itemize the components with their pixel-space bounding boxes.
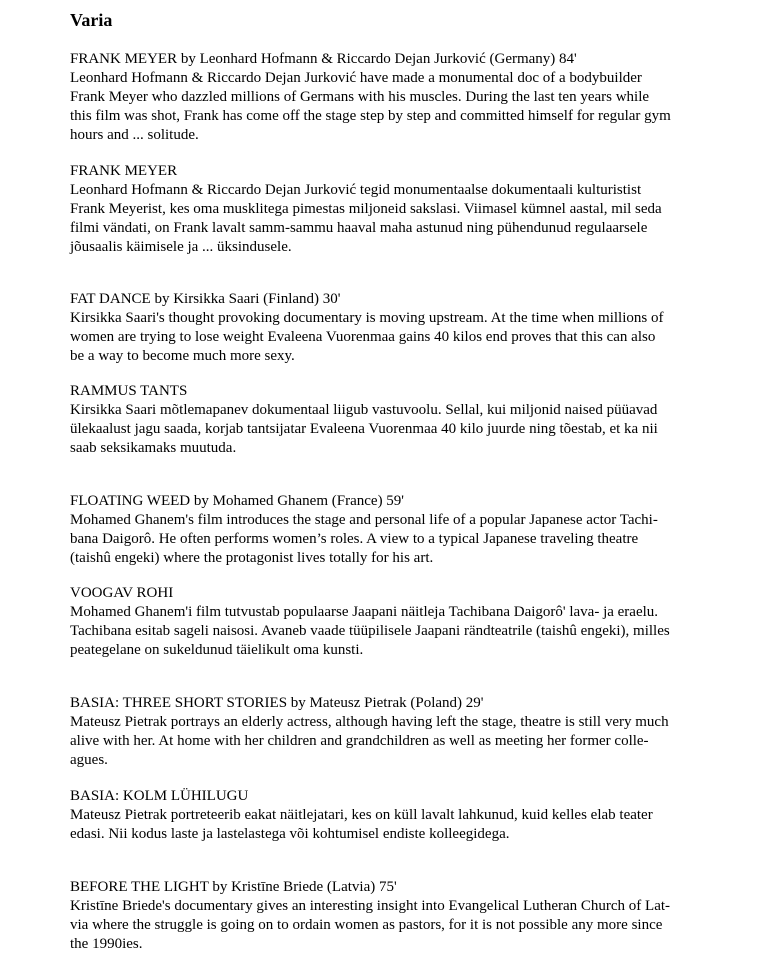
film-description-line: ülekaalust jagu saada, korjab tantsijatar Evaleena Vuorenmaa 40 kilo juurde ning tõestab, et ka nii (70, 421, 658, 437)
film-title: FRANK MEYER by Leonhard Hofmann & Riccardo Dejan Jurković (Germany) 84' (70, 51, 577, 67)
film-description-line: be a way to become much more sexy. (70, 348, 295, 364)
film-description-line: Tachibana esitab sageli naisosi. Avaneb vaade tüüpilisele Jaapani rändteatrile (taishû engeki), milles (70, 623, 670, 639)
film-title: BASIA: THREE SHORT STORIES by Mateusz Pietrak (Poland) 29' (70, 695, 484, 711)
film-description-line: women are trying to lose weight Evaleena Vuorenmaa gains 40 kilos end proves that this can also (70, 329, 656, 345)
film-description-line: (taishû engeki) where the protagonist lives totally for his art. (70, 550, 434, 566)
film-title: FLOATING WEED by Mohamed Ghanem (France) 59' (70, 493, 405, 509)
film-description-line: peategelane on sukeldunud täielikult oma kunsti. (70, 642, 364, 658)
section-heading: Varia (70, 10, 113, 30)
film-description-line: bana Daigorô. He often performs women’s roles. A view to a typical Japanese traveling theatre (70, 531, 639, 547)
film-description-line: this film was shot, Frank has come off the stage step by step and committed himself for regular gym (70, 108, 671, 124)
film-description-line: Mohamed Ghanem'i film tutvustab populaarse Jaapani näitleja Tachibana Daigorô' lava- ja eraelu. (70, 604, 659, 620)
film-description-line: Kirsikka Saari mõtlemapanev dokumentaal liigub vastuvoolu. Sellal, kui miljonid naised püüavad (70, 402, 658, 418)
film-description-line: via where the struggle is going on to ordain women as pastors, for it is not possible any more since (70, 917, 663, 933)
film-entry-basia-en (70, 694, 720, 770)
film-title: BEFORE THE LIGHT by Kristīne Briede (Latvia) 75' (70, 879, 397, 895)
film-description-line: Mateusz Pietrak portrays an elderly actress, although having left the stage, theatre is still very much (70, 714, 669, 730)
film-description-line: Frank Meyerist, kes oma musklitega pimestas miljoneid sakslasi. Viimasel kümnel aastal, mil seda (70, 201, 662, 217)
film-description-line: alive with her. At home with her children and grandchildren as well as meeting her former colle- (70, 733, 649, 749)
film-description-line: Mateusz Pietrak portreteerib eakat näitlejatari, kes on küll lavalt lahkunud, kuid kelles elab teater (70, 807, 653, 823)
film-entry-frank-meyer-et (70, 162, 720, 257)
film-title: RAMMUS TANTS (70, 383, 188, 399)
film-entry-frank-meyer-en (70, 50, 720, 145)
film-description-line: Leonhard Hofmann & Riccardo Dejan Jurković tegid monumentaalse dokumentaali kulturistist (70, 182, 642, 198)
film-title: BASIA: KOLM LÜHILUGU (70, 788, 249, 804)
film-description-line: filmi vändati, on Frank lavalt samm-sammu haaval maha astunud ning pühendunud regulaarsele (70, 220, 648, 236)
film-description-line: Kristīne Briede's documentary gives an interesting insight into Evangelical Lutheran Church of Lat- (70, 898, 671, 914)
film-title: FRANK MEYER (70, 163, 178, 179)
film-description-line: jõusaalis käimisele ja ... üksindusele. (70, 239, 292, 255)
film-entry-voogav-rohi-et (70, 584, 720, 660)
film-description-line: the 1990ies. (70, 936, 143, 952)
film-entry-before-the-light-en (70, 878, 720, 954)
film-entry-floating-weed-en (70, 492, 720, 568)
film-entry-basia-et (70, 787, 720, 844)
film-description-line: Mohamed Ghanem's film introduces the stage and personal life of a popular Japanese actor Tachi- (70, 512, 658, 528)
film-description-line: hours and ... solitude. (70, 127, 199, 143)
film-description-line: Frank Meyer who dazzled millions of Germans with his muscles. During the last ten years while (70, 89, 650, 105)
film-title: VOOGAV ROHI (70, 585, 174, 601)
film-description-line: Kirsikka Saari's thought provoking documentary is moving upstream. At the time when millions of (70, 310, 664, 326)
film-title: FAT DANCE by Kirsikka Saari (Finland) 30' (70, 291, 341, 307)
film-entry-fat-dance-en (70, 290, 720, 366)
film-description-line: Leonhard Hofmann & Riccardo Dejan Jurković have made a monumental doc of a bodybuilder (70, 70, 642, 86)
film-entry-rammus-tants-et (70, 382, 720, 458)
film-description-line: agues. (70, 752, 108, 768)
film-description-line: edasi. Nii kodus laste ja lastelastega või kohtumisel endiste kolleegidega. (70, 826, 510, 842)
film-description-line: saab seksikamaks muutuda. (70, 440, 237, 456)
